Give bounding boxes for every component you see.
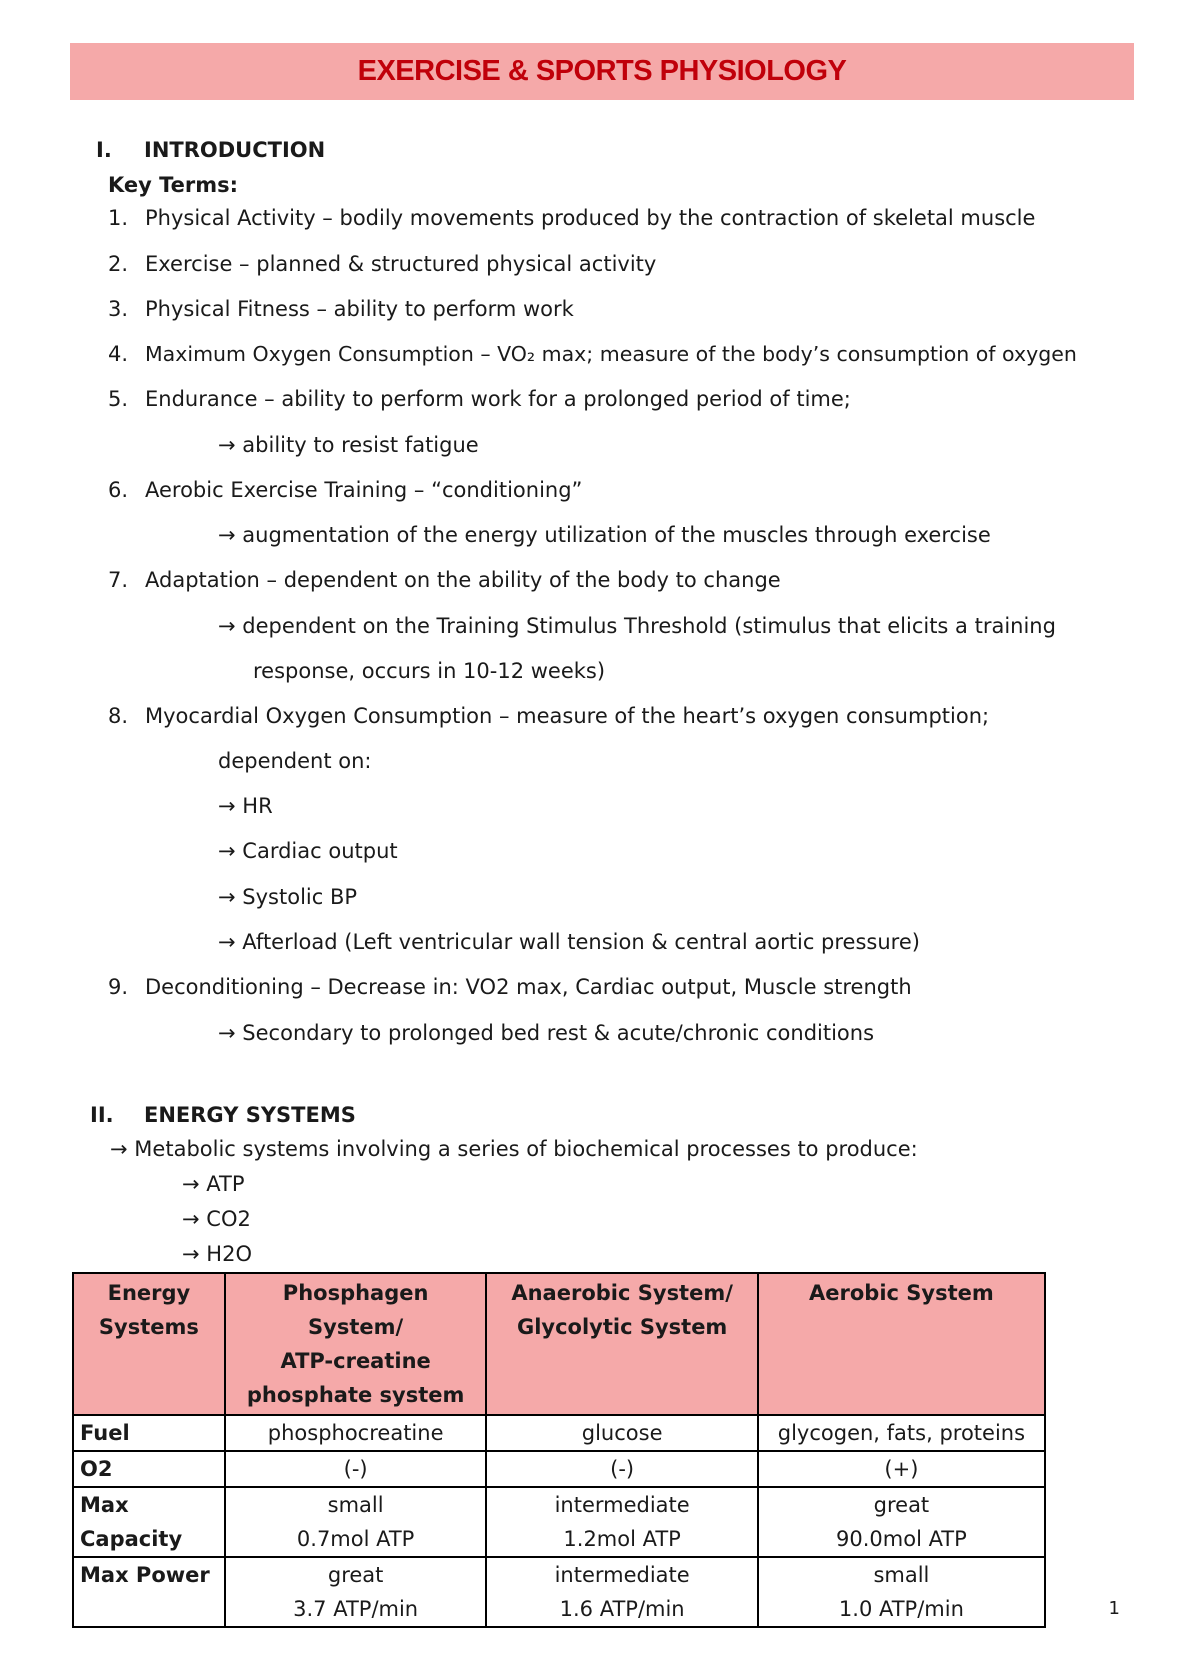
sub-point: → HR	[218, 794, 273, 818]
table-header-cell: Energy Systems	[73, 1273, 225, 1415]
energy-systems-table	[72, 1272, 1046, 1628]
table-row	[73, 1557, 1045, 1627]
term-item: Physical Activity – bodily movements produced by the contraction of skeletal muscle	[145, 206, 1036, 230]
table-cell: small 0.7mol ATP	[225, 1487, 487, 1557]
arrow-icon: →	[218, 433, 236, 457]
title-banner	[70, 43, 1134, 100]
page-number: 1	[1108, 1598, 1120, 1619]
sub-point: → Secondary to prolonged bed rest & acute/chronic conditions	[218, 1021, 875, 1045]
product-item: → CO2	[182, 1207, 251, 1231]
table-cell: glucose	[486, 1415, 757, 1451]
product-item: → H2O	[182, 1242, 252, 1266]
row-label: O2	[73, 1451, 225, 1487]
table-cell: phosphocreatine	[225, 1415, 487, 1451]
table-header-cell: Phosphagen System/ ATP-creatine phosphate system	[225, 1273, 487, 1415]
table-cell: (-)	[486, 1451, 757, 1487]
section2-intro: → Metabolic systems involving a series of biochemical processes to produce:	[110, 1137, 918, 1161]
product-item: → ATP	[182, 1172, 245, 1196]
arrow-icon: →	[182, 1172, 200, 1196]
item-number: 5.	[108, 387, 129, 411]
arrow-icon: →	[218, 885, 236, 909]
arrow-icon: →	[218, 1021, 236, 1045]
sub-intro: dependent on:	[218, 749, 372, 773]
term-item: Adaptation – dependent on the ability of the body to change	[145, 568, 781, 592]
item-number: 4.	[108, 342, 129, 366]
item-number: 7.	[108, 568, 129, 592]
arrow-icon: →	[218, 614, 236, 638]
term-item: Maximum Oxygen Consumption – VO₂ max; measure of the body’s consumption of oxygen	[145, 342, 1077, 366]
item-number: 9.	[108, 975, 129, 999]
term-item: Myocardial Oxygen Consumption – measure of the heart’s oxygen consumption;	[145, 704, 990, 728]
section2-numeral: II.	[90, 1103, 114, 1127]
table-cell: intermediate 1.2mol ATP	[486, 1487, 757, 1557]
table-row	[73, 1487, 1045, 1557]
table-cell: intermediate 1.6 ATP/min	[486, 1557, 757, 1627]
sub-point: → Systolic BP	[218, 885, 358, 909]
term-item: Endurance – ability to perform work for a prolonged period of time;	[145, 387, 851, 411]
table-header-cell: Aerobic System	[758, 1273, 1045, 1415]
section1-heading: INTRODUCTION	[144, 138, 326, 162]
item-number: 1.	[108, 206, 129, 230]
row-label: Max Power	[73, 1557, 225, 1627]
section1-numeral: I.	[96, 138, 112, 162]
arrow-icon: →	[182, 1207, 200, 1231]
section2-heading: ENERGY SYSTEMS	[144, 1103, 356, 1127]
sub-point-continued: response, occurs in 10-12 weeks)	[253, 659, 606, 683]
table-header-cell: Anaerobic System/ Glycolytic System	[486, 1273, 757, 1415]
arrow-icon: →	[182, 1242, 200, 1266]
arrow-icon: →	[218, 839, 236, 863]
item-number: 8.	[108, 704, 129, 728]
table-cell: great 90.0mol ATP	[758, 1487, 1045, 1557]
item-number: 3.	[108, 297, 129, 321]
table-row	[73, 1451, 1045, 1487]
arrow-icon: →	[110, 1137, 128, 1161]
term-item: Aerobic Exercise Training – “conditioning”	[145, 478, 583, 502]
term-item: Physical Fitness – ability to perform work	[145, 297, 574, 321]
sub-point: → dependent on the Training Stimulus Threshold (stimulus that elicits a training	[218, 614, 1056, 638]
arrow-icon: →	[218, 794, 236, 818]
key-terms-label: Key Terms:	[108, 173, 239, 197]
table-cell: (-)	[225, 1451, 487, 1487]
row-label: Max Capacity	[73, 1487, 225, 1557]
sub-point: → ability to resist fatigue	[218, 433, 479, 457]
item-number: 2.	[108, 252, 129, 276]
sub-point: → Afterload (Left ventricular wall tension & central aortic pressure)	[218, 930, 920, 954]
item-number: 6.	[108, 478, 129, 502]
table-row	[73, 1415, 1045, 1451]
term-item: Deconditioning – Decrease in: VO2 max, Cardiac output, Muscle strength	[145, 975, 912, 999]
term-item: Exercise – planned & structured physical activity	[145, 252, 657, 276]
table-header-row	[73, 1273, 1045, 1415]
table-cell: small 1.0 ATP/min	[758, 1557, 1045, 1627]
sub-point: → Cardiac output	[218, 839, 398, 863]
page-title: EXERCISE & SPORTS PHYSIOLOGY	[357, 55, 847, 87]
arrow-icon: →	[218, 930, 236, 954]
table-cell: great 3.7 ATP/min	[225, 1557, 487, 1627]
row-label: Fuel	[73, 1415, 225, 1451]
sub-point: → augmentation of the energy utilization of the muscles through exercise	[218, 523, 991, 547]
table-cell: (+)	[758, 1451, 1045, 1487]
arrow-icon: →	[218, 523, 236, 547]
table-cell: glycogen, fats, proteins	[758, 1415, 1045, 1451]
